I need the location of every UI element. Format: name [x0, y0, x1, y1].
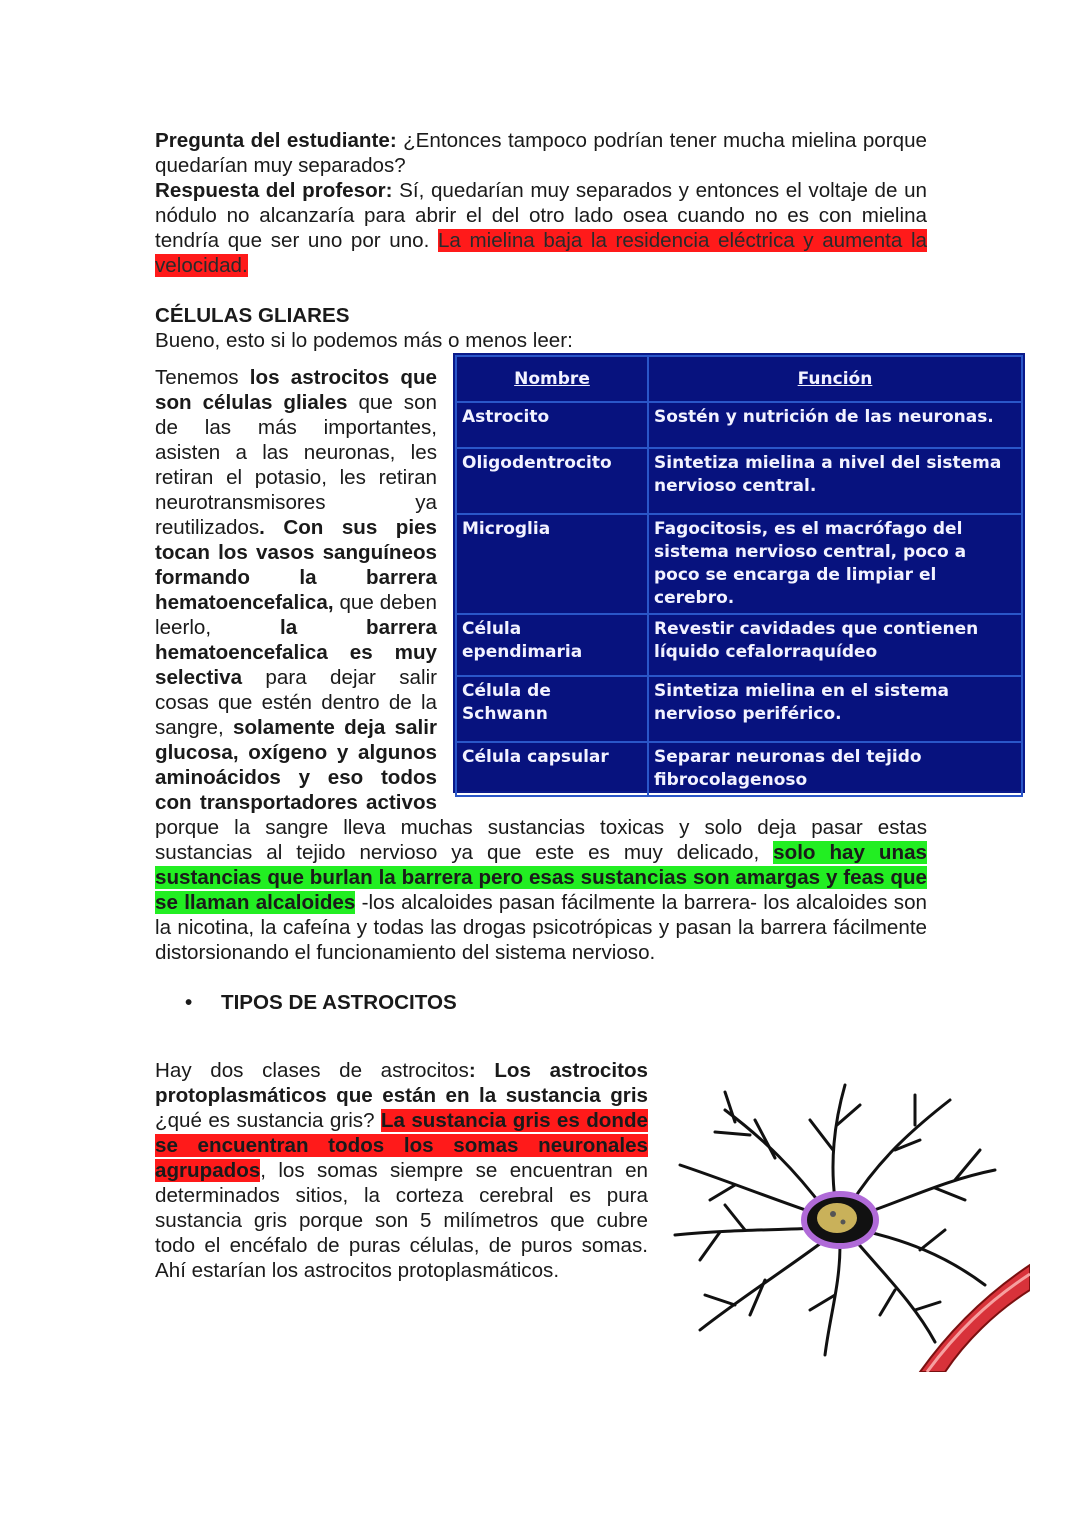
text-run: para dejar salir cosas que estén dentro de la sangre,: [155, 666, 437, 739]
qa-block: [155, 128, 927, 278]
answer-label: Respuesta del profesor:: [155, 179, 393, 202]
bullet-icon: •: [185, 991, 193, 1014]
cell-name: Astrocito: [456, 402, 648, 448]
table-row: [456, 402, 1022, 448]
text-run-bold: la barrera hematoencefalica es muy selectiva: [155, 616, 437, 689]
text-run: -los alcaloides pasan fácilmente la barrera- los alcaloides son la nicotina, la cafeína y todas las drogas psicotrópicas y pasan la barrera fácilmente distorsionando el funcionamiento del sistema nervioso.: [155, 891, 927, 964]
answer-highlight: La mielina baja la residencia eléctrica y aumenta la velocidad.: [155, 229, 927, 277]
table-row: [456, 448, 1022, 514]
text-run: Tenemos: [155, 366, 250, 389]
text-run-red-highlight: La sustancia gris es donde se encuentran todos los somas neuronales agrupados: [155, 1109, 648, 1182]
types-paragraph: [155, 1058, 648, 1283]
cell-function: Sintetiza mielina a nivel del sistema nervioso central.: [648, 448, 1022, 514]
text-run: porque la sangre lleva muchas sustancias toxicas y solo deja pasar estas sustancias al tejido nervioso ya que este es muy delicado,: [155, 816, 927, 864]
text-run-bold: . Con sus pies tocan los vasos sanguíneos formando la barrera hematoencefalica,: [155, 516, 437, 614]
table-row: [456, 676, 1022, 742]
text-run: ¿qué es sustancia gris?: [155, 1109, 381, 1132]
cell-function: Revestir cavidades que contienen líquido cefalorraquídeo: [648, 614, 1022, 676]
header-function: Función: [648, 356, 1022, 402]
cell-name: Célula ependimaria: [456, 614, 648, 676]
text-run: que deben leerlo,: [155, 591, 437, 639]
text-run: que son de las más importantes, asisten a las neuronas, les retiran el potasio, les retiran neurotransmisores ya reutilizados: [155, 391, 437, 539]
glia-title: CÉLULAS GLIARES: [155, 304, 350, 327]
text-run-bold: los astrocitos que son células gliales: [155, 366, 437, 414]
cell-name: Microglia: [456, 514, 648, 614]
types-heading: [185, 990, 927, 1015]
cell-name: Oligodentrocito: [456, 448, 648, 514]
cell-name: Célula capsular: [456, 742, 648, 796]
text-run-bold: : Los astrocitos protoplasmáticos que están en la sustancia gris: [155, 1059, 648, 1107]
text-run-bold: solamente deja salir glucosa, oxígeno y algunos aminoácidos y eso todos con transportadores activos: [155, 716, 437, 814]
table-header-row: [456, 356, 1022, 402]
cell-function: Sostén y nutrición de las neuronas.: [648, 402, 1022, 448]
header-name: Nombre: [456, 356, 648, 402]
table-row: [456, 742, 1022, 796]
astrocyte-illustration: [665, 1080, 1030, 1372]
answer-text: Sí, quedarían muy separados y entonces el voltaje de un nódulo no alcanzaría para abrir el del otro lado osea cuando no es con mielina tendría que ser uno por uno.: [155, 179, 927, 252]
text-run: Hay dos clases de astrocitos: [155, 1059, 469, 1082]
question-text: ¿Entonces tampoco podrían tener mucha mielina porque quedarían muy separados?: [155, 129, 927, 177]
glia-table: [453, 353, 1025, 793]
types-title: TIPOS DE ASTROCITOS: [221, 991, 457, 1014]
text-run-green-highlight: solo hay unas sustancias que burlan la barrera pero esas sustancias son amargas y feas que se llaman alcaloides: [155, 841, 927, 914]
question-label: Pregunta del estudiante:: [155, 129, 397, 152]
text-run: , los somas siempre se encuentran en determinados sitios, la corteza cerebral es pura sustancia gris porque son 5 milímetros que cubre todo el encéfalo de puras células, de puros somas. Ahí estarían los astrocitos protoplasmáticos.: [155, 1159, 648, 1282]
cell-function: Fagocitosis, es el macrófago del sistema nervioso central, poco a poco se encarga de limpiar el cerebro.: [648, 514, 1022, 614]
table-row: [456, 514, 1022, 614]
cell-name: Célula de Schwann: [456, 676, 648, 742]
glia-intro: Bueno, esto si lo podemos más o menos leer:: [155, 329, 573, 352]
cell-function: Sintetiza mielina en el sistema nervioso periférico.: [648, 676, 1022, 742]
cell-function: Separar neuronas del tejido fibrocolagenoso: [648, 742, 1022, 796]
table-row: [456, 614, 1022, 676]
